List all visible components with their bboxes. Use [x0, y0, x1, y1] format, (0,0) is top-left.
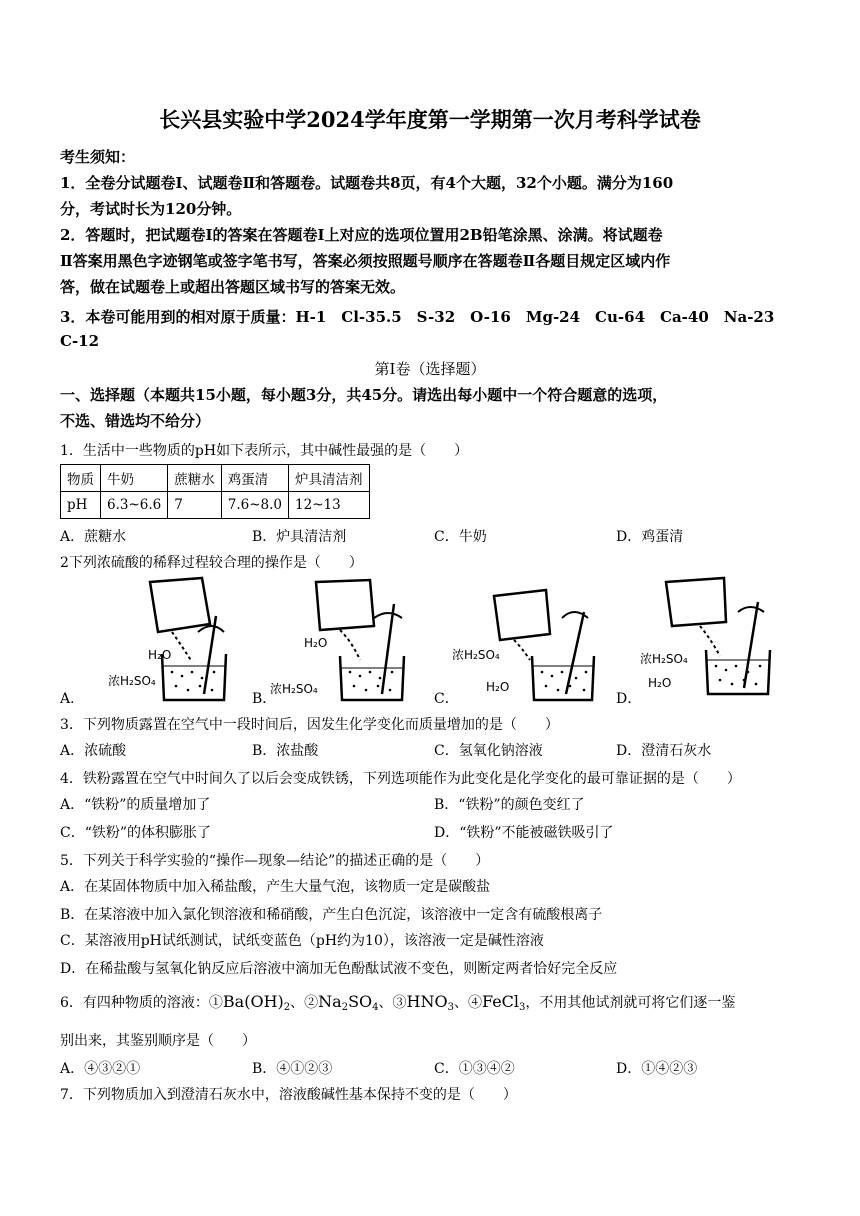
dilution-figure-a [92, 576, 242, 704]
formula-subscript: 3 [519, 1002, 526, 1013]
table-cell: 12~13 [289, 492, 370, 519]
notice-line: 2．答题时，把试题卷Ⅰ的答案在答题卷Ⅰ上对应的选项位置用2B铅笔涂黑、涂满。将试题卷 [60, 226, 663, 244]
table-cell: 物质 [61, 465, 101, 492]
dilution-figure-d [640, 576, 790, 704]
question-2-stem: 2下列浓硫酸的稀释过程较合理的操作是（ ） [60, 555, 363, 571]
option-d: D．澄清石灰水 [616, 743, 712, 759]
formula-baoh2: Ba(OH) [222, 992, 284, 1011]
stem-text: 、③ [378, 995, 407, 1011]
option-b: B．在某溶液中加入氯化钡溶液和稀硝酸，产生白色沉淀，该溶液中一定含有硫酸根离子 [60, 907, 603, 923]
option-c: C．某溶液用pH试纸测试，试纸变蓝色（pH约为10），该溶液一定是碱性溶液 [60, 933, 544, 949]
question-5-stem: 5．下列关于科学实验的“操作—现象—结论”的描述正确的是（ ） [60, 853, 490, 869]
option-d: D．在稀盐酸与氢氧化钠反应后溶液中滴加无色酚酞试液不变色，则断定两者恰好完全反应 [60, 961, 618, 977]
formula-na2so4: Na [318, 992, 342, 1011]
formula-subscript: 4 [372, 1002, 379, 1013]
option-a: A．在某固体物质中加入稀盐酸，产生大量气泡，该物质一定是碳酸盐 [60, 879, 491, 895]
table-cell: 鸡蛋清 [221, 465, 288, 492]
option-c: C．①③④② [434, 1061, 515, 1077]
figure-bottom-label: 浓H₂SO₄ [270, 682, 318, 696]
dilution-figure-b [270, 576, 420, 704]
notice-heading: 考生须知： [60, 148, 136, 166]
figure-top-label: H₂O [304, 636, 328, 650]
option-a: A．浓硫酸 [60, 743, 127, 759]
notice-line: 答，做在试题卷上或超出答题区域书写的答案无效。 [60, 278, 406, 296]
figure-top-label: H₂O [148, 648, 172, 662]
part1-title: 第Ⅰ卷（选择题） [374, 360, 486, 378]
formula-fecl3: FeCl [481, 992, 520, 1011]
option-c: C．牛奶 [434, 529, 487, 545]
stem-text: ，不用其他试剂就可将它们逐一鉴 [525, 995, 736, 1011]
table-cell: 7 [168, 492, 222, 519]
option-d: D． [616, 691, 642, 707]
option-b: B．④①②③ [252, 1061, 333, 1077]
table-cell: 6.3~6.6 [101, 492, 168, 519]
notice-line: Ⅱ答案用黑色字迹钢笔或签字笔书写，答案必须按照题号顺序在答题卷Ⅱ各题目规定区域内作 [60, 252, 671, 270]
formula-subscript: 2 [283, 1002, 291, 1013]
formula-na2so4-part: SO [348, 992, 373, 1011]
option-c: C．氢氧化钠溶液 [434, 743, 543, 759]
question-6-stem [60, 992, 735, 1013]
stem-text: 6．有四种物质的溶液：① [60, 995, 223, 1011]
option-a: A．④③②① [60, 1061, 141, 1077]
table-cell: 炉具清洁剂 [289, 465, 370, 492]
question-1-stem: 1．生活中一些物质的pH如下表所示，其中碱性最强的是（ ） [60, 443, 469, 459]
question-6-stem-cont: 别出来，其鉴别顺序是（ ） [60, 1033, 256, 1049]
notice-line: 1．全卷分试题卷Ⅰ、试题卷Ⅱ和答题卷。试题卷共8页，有4个大题，32个小题。满分为160 [60, 174, 674, 192]
figure-bottom-label: 浓H₂SO₄ [108, 674, 156, 688]
question-4-stem: 4．铁粉露置在空气中时间久了以后会变成铁锈，下列选项能作为此变化是化学变化的最可靠证据的是（ ） [60, 771, 741, 787]
notice-line: C-12 [60, 332, 100, 350]
option-a: A． [60, 691, 85, 707]
ph-table [60, 464, 370, 519]
figure-top-label: 浓H₂SO₄ [452, 648, 500, 662]
option-b: B．炉具清洁剂 [252, 529, 347, 545]
figure-bottom-label: H₂O [486, 680, 510, 694]
table-cell: 牛奶 [101, 465, 168, 492]
question-7-stem: 7．下列物质加入到澄清石灰水中，溶液酸碱性基本保持不变的是（ ） [60, 1087, 517, 1103]
question-3-stem: 3．下列物质露置在空气中一段时间后，因发生化学变化而质量增加的是（ ） [60, 717, 559, 733]
option-c: C． [434, 691, 459, 707]
formula-subscript: 2 [341, 1002, 349, 1013]
table-cell: pH [61, 492, 101, 519]
dilution-figure-c [452, 576, 602, 704]
formula-hno3: HNO [406, 992, 448, 1011]
section-heading: 不选、错选均不给分） [60, 412, 211, 430]
table-cell: 7.6~8.0 [221, 492, 288, 519]
option-b: B． [252, 691, 277, 707]
stem-text: 、② [290, 995, 319, 1011]
page-title: 长兴县实验中学2024学年度第一学期第一次月考科学试卷 [159, 107, 701, 132]
option-b: B．“铁粉”的颜色变红了 [434, 797, 585, 813]
option-b: B．浓盐酸 [252, 743, 319, 759]
option-a: A．“铁粉”的质量增加了 [60, 797, 211, 813]
option-d: D．①④②③ [616, 1061, 698, 1077]
formula-subscript: 3 [447, 1002, 454, 1013]
table-row [61, 492, 370, 519]
section-heading: 一、选择题（本题共15小题，每小题3分，共45分。请选出每小题中一个符合题意的选项， [60, 386, 668, 404]
option-c: C．“铁粉”的体积膨胀了 [60, 825, 212, 841]
table-row [61, 465, 370, 492]
notice-line: 分，考试时长为120分钟。 [60, 200, 242, 218]
option-d: D．鸡蛋清 [616, 529, 684, 545]
stem-text: 、④ [453, 995, 482, 1011]
notice-line: 3．本卷可能用到的相对原于质量：H-1 Cl-35.5 S-32 O-16 Mg-24 Cu-64 Ca-40 Na-23 [60, 308, 775, 326]
figure-bottom-label: H₂O [648, 676, 672, 690]
figure-top-label: 浓H₂SO₄ [640, 652, 688, 666]
table-cell: 蔗糖水 [168, 465, 222, 492]
option-a: A．蔗糖水 [60, 529, 127, 545]
option-d: D．“铁粉”不能被磁铁吸引了 [434, 825, 614, 841]
